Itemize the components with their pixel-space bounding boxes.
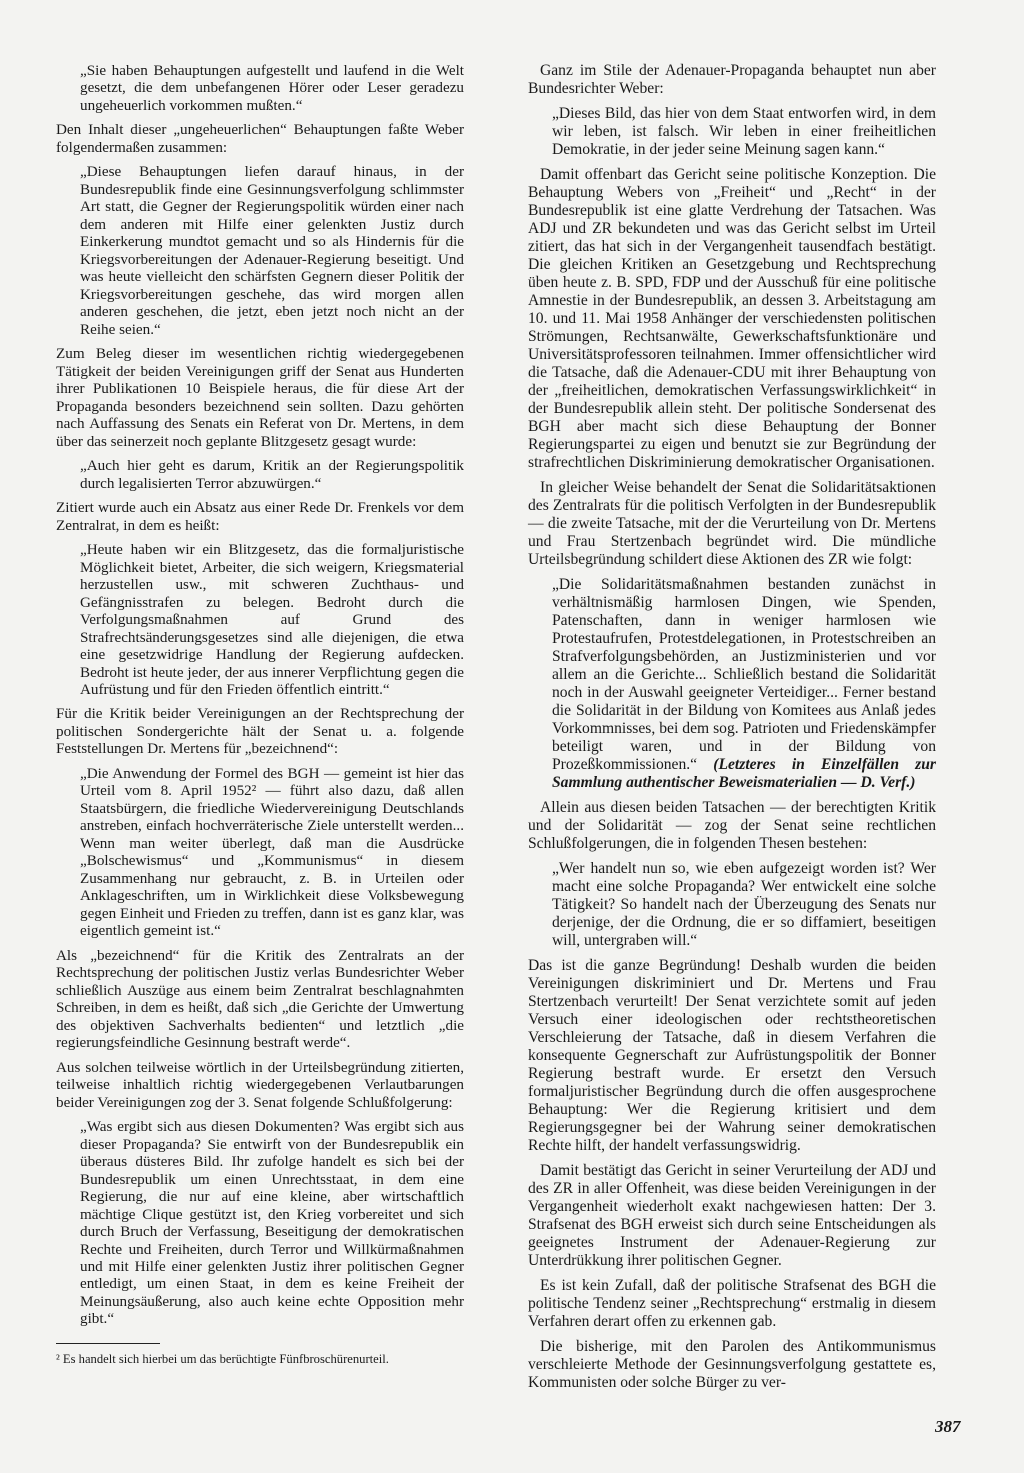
paragraph: „Heute haben wir ein Blitzgesetz, das die formaljuristische Möglichkeit bietet, Arbeiter, die sich weigern, Kriegsmaterial herzustellen usw., mit schweren Zuchthaus- und Gefängnisstrafen zu belegen. Bedroht durch die Verfolgungsmaßnahmen auf Grund des Strafrechtsänderungsgesetzes sind alle diejenigen, die etwa eine gesetzwidrige Handlung der Regierung aufdecken. Bedroht ist heute jeder, der aus innerer Verpflichtung gegen die Aufrüstung und für den Frieden öffentlich eintritt.“: [80, 541, 464, 698]
paragraph: Damit offenbart das Gericht seine politische Konzeption. Die Behauptung Webers von „Freiheit“ und „Recht“ in der Bundesrepublik ist eine glatte Verdrehung der Tatsachen. Was ADJ und ZR bekundeten und was das Gericht selbst im Urteil zitiert, das hat sich in der Vergangenheit tausendfach bestätigt. Die gleichen Kritiken an Gesetzgebung und Rechtsprechung üben heute z. B. SPD, FDP und der Ausschuß für eine politische Amnestie in der Bundesrepublik, an dessen 3. Arbeitstagung am 10. und 11. Mai 1958 Anhänger der verschiedensten politischen Strömungen, Rechtsanwälte, Gewerkschaftsfunktionäre und Universitätsprofessoren teilnahmen. Immer offensichtlicher wird die Tatsache, daß die Adenauer-CDU mit ihrer Behauptung von der „freiheitlichen, demokratischen Verfassungswirklichkeit“ in der Bundesrepublik allein steht. Der politische Sondersenat des BGH aber macht sich diese Behauptung der Bonner Regierungspartei zu eigen und benutzt sie zur Begründung der strafrechtlichen Diskriminierung demokratischer Organisationen.: [528, 166, 936, 471]
footnote: ² Es handelt sich hierbei um das berüchtigte Fünfbroschürenurteil.: [56, 1352, 389, 1366]
paragraph: Als „bezeichnend“ für die Kritik des Zentralrats an der Rechtsprechung der politischen Justiz verlas Bundesrichter Weber schließlich Auszüge aus einem beim Zentralrat beschlagnahmten Schreiben, in dem es heißt, daß sich „die Gerichte der Umwertung des objektiven Sachverhalts bedienten“ und letztlich „die regierungsfeindliche Gesinnung bestraft werde“.: [56, 946, 464, 1052]
paragraph: In gleicher Weise behandelt der Senat die Solidaritätsaktionen des Zentralrats für die politisch Verfolgten in der Bundesrepublik — die zweite Tatsache, mit der die Verurteilung von Dr. Mertens und Frau Stertzenbach begründet wird. Die mündliche Urteilsbegründung schildert diese Aktionen des ZR wie folgt:: [528, 479, 936, 568]
paragraph: „Dieses Bild, das hier von dem Staat entworfen wird, in dem wir leben, ist falsch. Wir leben in einer freiheitlichen Demokratie, in der jeder seine Meinung sagen kann.“: [552, 105, 936, 158]
paragraph: Allein aus diesen beiden Tatsachen — der berechtigten Kritik und der Solidarität — zog der Senat seine rechtlichen Schlußfolgerungen, die in folgenden Thesen bestehen:: [528, 799, 936, 852]
left-column: [56, 62, 464, 1335]
paragraph: „Diese Behauptungen liefen darauf hinaus, in der Bundesrepublik finde eine Gesinnungsverfolgung schlimmster Art statt, die Gegner der Regierungspolitik würden einer nach dem anderen mit Hilfe einer gelenkten Justiz durch Einkerkerung mundtot gemacht und so als Hindernis für die Kriegsvorbereitungen der Adenauer-Regierung beseitigt. Und was heute vielleicht den schärfsten Gegnern dieser Politik der Kriegsvorbereitungen geschehe, das wird morgen allen anderen geschehen, die jetzt, eben jetzt noch nicht an der Reihe seien.“: [80, 163, 464, 338]
footnote-divider: [56, 1343, 160, 1344]
paragraph: Für die Kritik beider Vereinigungen an der Rechtsprechung der politischen Sondergerichte hält der Senat u. a. folgende Feststellungen Dr. Mertens für „bezeichnend“:: [56, 705, 464, 758]
paragraph: Zitiert wurde auch ein Absatz aus einer Rede Dr. Frenkels vor dem Zentralrat, in dem es heißt:: [56, 499, 464, 534]
author-note: (Letzteres in Einzelfällen zur Sammlung authentischer Beweismaterialien — D. Verf.): [552, 756, 936, 791]
paragraph: „Wer handelt nun so, wie eben aufgezeigt worden ist? Wer macht eine solche Propaganda? Wer entwickelt eine solche Tätigkeit? So handelt nach der Überzeugung des Senats nur derjenige, der die Ordnung, die er so diffamiert, beseitigen will, untergraben will.“: [552, 860, 936, 949]
paragraph: „Was ergibt sich aus diesen Dokumenten? Was ergibt sich aus dieser Propaganda? Sie entwirft von der Bundesrepublik ein überaus düsteres Bild. Ihr zufolge handelt es sich bei der Bundesrepublik um einen Unrechtsstaat, in dem eine Regierung, die nur auf eine kleine, aber wirtschaftlich mächtige Clique gestützt ist, den Krieg vorbereitet und sich durch Bruch der Verfassung, Beseitigung der demokratischen Rechte und Freiheiten, durch Terror und Willkürmaßnahmen und mit Hilfe einer gelenkten Justiz ihrer politischen Gegner entledigt, um einen Staat, in dem es keine Freiheit der Meinungsäußerung, also auch keine echte Opposition mehr gibt.“: [80, 1118, 464, 1328]
paragraph: „Die Anwendung der Formel des BGH — gemeint ist hier das Urteil vom 8. April 1952² — führt also dazu, daß allen Staatsbürgern, die friedliche Wiedervereinigung Deutschlands anstreben, einfach hochverräterische Ziele unterstellt werden... Wenn man weiter überlegt, daß man die Ausdrücke „Bolschewismus“ und „Kommunismus“ in diesem Zusammenhang nur gebraucht, z. B. in Urteilen oder Anklageschriften, um in Wirklichkeit diese Volksbewegung gegen Einheit und Frieden zu treffen, dann ist es ganz klar, was eigentlich gemeint ist.“: [80, 764, 464, 940]
paragraph: „Auch hier geht es darum, Kritik an der Regierungspolitik durch legalisierten Terror abzuwürgen.“: [80, 457, 464, 492]
quote-text: „Die Solidaritätsmaßnahmen bestanden zunächst in verhältnismäßig harmlosen Dingen, wie Spenden, Patenschaften, dann in weniger harmlosen wie Protestaufrufen, Protestdelegationen, in Protestschreiben an Strafverfolgungsbehörden, an Justizministerien und vor allem an die Gerichte... Schließlich bestand die Solidarität noch in der Auswahl geeigneter Verteidiger... Ferner bestand die Solidarität in der Bildung von Komitees aus Anlaß jedes Vorkommnisses, bei dem sog. Patrioten und Friedenskämpfer beteiligt waren, und in der Bildung von Prozeßkommissionen.“: [552, 576, 936, 773]
paragraph: „Sie haben Behauptungen aufgestellt und laufend in die Welt gesetzt, die dem unbefangenen Hörer oder Leser geradezu ungeheuerlich vorkommen mußten.“: [80, 62, 464, 114]
paragraph: Den Inhalt dieser „ungeheuerlichen“ Behauptungen faßte Weber folgendermaßen zusammen:: [56, 121, 464, 156]
paragraph: Zum Beleg dieser im wesentlichen richtig wiedergegebenen Tätigkeit der beiden Vereinigungen griff der Senat aus Hunderten ihrer Publikationen 10 Beispiele heraus, die für diese Art der Propaganda besonders bezeichnend sein sollten. Dazu gehörten nach Auffassung des Senats ein Referat von Dr. Mertens, in dem über das seinerzeit noch geplante Blitzgesetz gesagt wurde:: [56, 345, 464, 450]
paragraph: Damit bestätigt das Gericht in seiner Verurteilung der ADJ und des ZR in aller Offenheit, was diese beiden Vereinigungen in der Vergangenheit wiederholt exakt nachgewiesen hatten: Der 3. Strafsenat des BGH erweist sich durch seine Entscheidungen als geeignetes Instrument der Adenauer-Regierung zur Unterdrükkung ihrer politischen Gegner.: [528, 1162, 936, 1269]
page-number: 387: [935, 1417, 961, 1436]
paragraph: Aus solchen teilweise wörtlich in der Urteilsbegründung zitierten, teilweise inhaltlich richtig wiedergegebenen Verlautbarungen beider Vereinigungen zog der 3. Senat folgende Schlußfolgerung:: [56, 1058, 464, 1111]
right-column: [528, 62, 936, 1399]
paragraph: [528, 576, 936, 792]
paragraph: Ganz im Stile der Adenauer-Propaganda behauptet nun aber Bundesrichter Weber:: [528, 62, 936, 97]
paragraph: Die bisherige, mit den Parolen des Antikommunismus verschleierte Methode der Gesinnungsverfolgung gestattete es, Kommunisten oder solche Bürger zu ver-: [528, 1338, 936, 1391]
paragraph: Das ist die ganze Begründung! Deshalb wurden die beiden Vereinigungen diskriminiert und Dr. Mertens und Frau Stertzenbach verurteilt! Der Senat verzichtete somit auf jeden Versuch einer ideologischen oder rechtstheoretischen Verschleierung der Tatsache, daß in diesem Verfahren die konsequente Gegnerschaft zur Aufrüstungspolitik der Bonner Regierung bestraft wurde. Er ersetzt den Versuch formaljuristischer Begründung durch die offen ausgesprochene Behauptung: Wer die Regierung kritisiert und dem Regierungsgegner bei der Wahrung seiner demokratischen Rechte hilft, der handelt verfassungswidrig.: [528, 957, 936, 1154]
paragraph: Es ist kein Zufall, daß der politische Strafsenat des BGH die politische Tendenz seiner „Rechtsprechung“ erstmalig in diesem Verfahren derart offen zu erkennen gab.: [528, 1277, 936, 1330]
